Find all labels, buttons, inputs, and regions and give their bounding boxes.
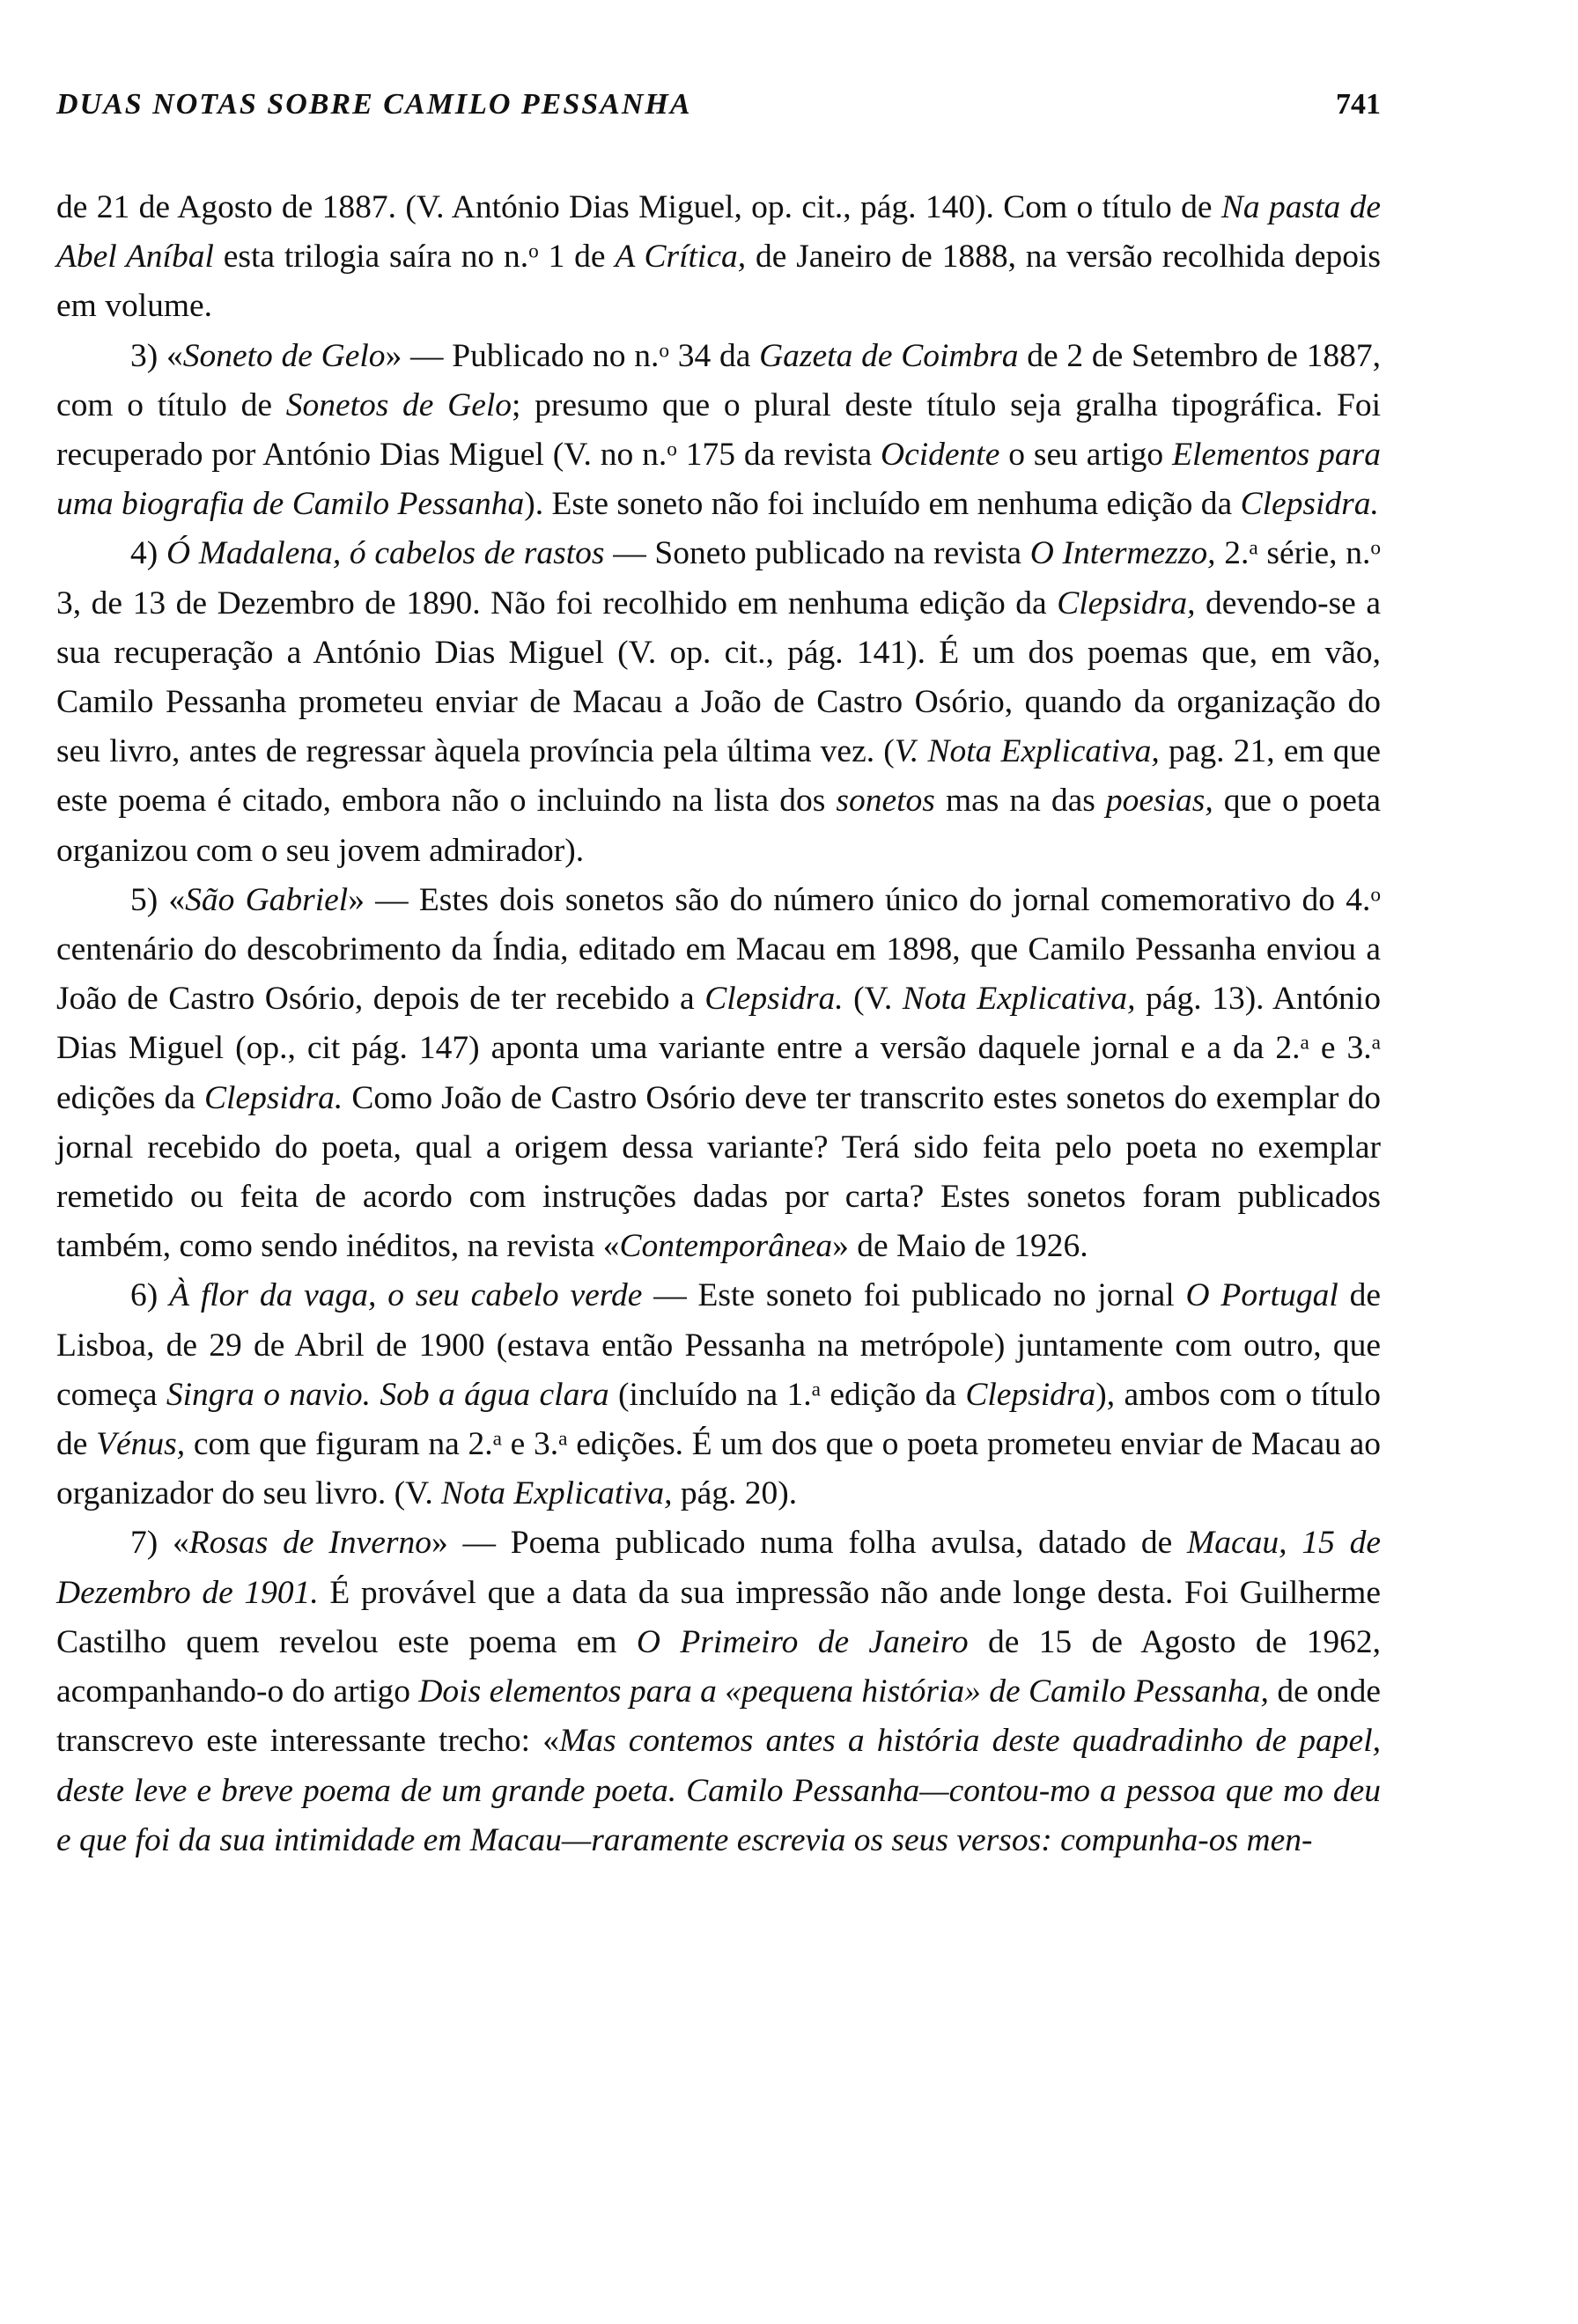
italic-text: Nota Explicativa, (902, 981, 1136, 1018)
italic-text: O Intermezzo, (1029, 535, 1216, 572)
italic-text: A Crítica, (615, 239, 747, 276)
text-run: devendo-se a sua recuperação a António Dias Miguel (V. op. cit., pág. 141). É um dos poemas que, em vão, Camilo Pessanha prometeu enviar de Macau a João de Castro Osório, quando da organização do seu livro, antes de regressar àquela província pela última vez. ( (56, 585, 1381, 770)
running-head (56, 88, 1381, 141)
text-run: — Este soneto foi publicado no jornal (642, 1277, 1186, 1314)
italic-text: À flor da vaga, o seu cabelo verde (169, 1277, 643, 1314)
italic-text: Rosas de Inverno (188, 1525, 431, 1562)
italic-text: Contemporânea (619, 1228, 833, 1265)
text-run: de Janeiro de 1888, na versão recolhida depois em volume. (56, 239, 1381, 325)
italic-text: Clepsidra (965, 1376, 1096, 1413)
text-run: de 21 de Agosto de 1887. (V. António Dias Miguel, op. cit., pág. 140). Com o título de (56, 189, 1221, 225)
page-number: 741 (1336, 88, 1381, 121)
text-run: pag. 21, em que este poema é citado, embora não o incluindo na lista dos (56, 733, 1381, 820)
italic-text: Ó Madalena, ó cabelos de rastos (166, 535, 605, 572)
text-run: com que figuram na 2.$^a$ e 3.$^a$ edições. É um dos que o poeta prometeu enviar de Macau ao organizador do seu livro. (V. (56, 1426, 1381, 1512)
italic-text: Clepsidra. (1240, 486, 1379, 523)
text-run: ). Este soneto não foi incluído em nenhuma edição da (524, 486, 1241, 523)
text-run: de onde transcrevo este interessante trecho: « (56, 1673, 1381, 1760)
italic-text: O Primeiro de Janeiro (636, 1623, 969, 1660)
text-run: — Soneto publicado na revista (604, 535, 1030, 572)
text-run: de 15 de Agosto de 1962, acompanhando-o do artigo (56, 1623, 1381, 1710)
italic-text: Elementos para uma biografia de Camilo Pessanha (56, 437, 1381, 523)
body-text (56, 183, 1381, 1865)
italic-text: sonetos (836, 783, 935, 820)
italic-text: Gazeta de Coimbra (759, 337, 1019, 374)
text-run: de Lisboa, de 29 de Abril de 1900 (estava então Pessanha na metrópole) juntamente com outro, que começa (56, 1277, 1381, 1413)
italic-text: Ocidente (881, 437, 1000, 474)
italic-text: Clepsidra, (1057, 585, 1196, 621)
italic-text: Clepsidra. (704, 981, 844, 1018)
italic-text: Dois elementos para a «pequena história» de Camilo Pessanha, (418, 1673, 1269, 1710)
text-run: de 2 de Setembro de 1887, com o título de (56, 337, 1381, 423)
italic-text: Singra o navio. Sob a água clara (166, 1376, 609, 1413)
italic-text: Na pasta de Abel Aníbal (56, 189, 1382, 276)
text-run: 2.$^a$ série, n.$^o$ 3, de 13 de Dezembro de 1890. Não foi recolhido em nenhuma edição da (56, 535, 1382, 621)
italic-text: São Gabriel (185, 881, 349, 918)
paragraph-continuation (56, 183, 1381, 332)
paragraph-item-6 (56, 1271, 1381, 1519)
italic-text: Vénus, (96, 1426, 186, 1463)
text-run: » — Estes dois sonetos são do número único do jornal comemorativo do 4.$^o$ centenário do descobrimento da Índia, editado em Macau em 1898, que Camilo Pessanha enviou a João de Castro Osório, depois de ter recebido a (56, 881, 1381, 1018)
document-page (56, 88, 1381, 2289)
text-run: ), ambos com o título de (56, 1376, 1381, 1463)
text-run: » — Publicado no n.$^o$ 34 da (385, 337, 760, 374)
italic-text: Nota Explicativa, (441, 1475, 673, 1512)
italic-text: Macau, 15 de Dezembro de 1901. (56, 1525, 1382, 1611)
italic-text: Soneto de Gelo (182, 337, 386, 374)
text-run: ; presumo que o plural deste título seja gralha tipográfica. Foi recuperado por António Dias Miguel (V. no n.$^o$ 175 da revista (56, 386, 1381, 474)
text-run: É provável que a data da sua impressão não ande longe desta. Foi Guilherme Castilho quem revelou este poema em (56, 1574, 1381, 1660)
text-run: que o poeta organizou com o seu jovem admirador). (56, 783, 1381, 869)
text-run: (incluído na 1.$^a$ edição da (608, 1376, 966, 1413)
text-run: 6) (130, 1277, 170, 1314)
italic-text: Clepsidra. (204, 1079, 343, 1116)
text-run: Como João de Castro Osório deve ter transcrito estes sonetos do exemplar do jornal recebido do poeta, qual a origem dessa variante? Terá sido feita pelo poeta no exemplar remetido ou feita de acordo com instruções dadas por carta? Estes sonetos foram publicados também, como sendo inéditos, na revista « (56, 1079, 1381, 1265)
text-run: mas na das (934, 783, 1106, 820)
text-run: pág. 13). António Dias Miguel (op., cit pág. 147) aponta uma variante entre a versão daquele jornal e a da 2.$^a$ e 3.$^a$ edições da (56, 981, 1381, 1116)
running-title: DUAS NOTAS SOBRE CAMILO PESSANHA (56, 88, 692, 121)
paragraph-item-3 (56, 332, 1381, 530)
italic-text: Mas contemos antes a história deste quadradinho de papel, deste leve e breve poema de um grande poeta. Camilo Pessanha—contou-mo a pessoa que mo deu e que foi da sua intimidade em Macau—raramente escrevia os seus versos: compunha-os men- (56, 1723, 1381, 1858)
text-run: 7) « (130, 1525, 189, 1562)
italic-text: Sonetos de Gelo (285, 386, 512, 423)
text-run: 4) (130, 535, 166, 572)
italic-text: O Portugal (1185, 1277, 1338, 1314)
italic-text: poesias, (1105, 783, 1213, 820)
text-run: 3) « (130, 337, 183, 374)
paragraph-item-5 (56, 876, 1381, 1272)
text-run: » de Maio de 1926. (832, 1228, 1088, 1265)
text-run: esta trilogia saíra no n.$^o$ 1 de (213, 239, 616, 276)
text-run: (V. (843, 981, 903, 1018)
paragraph-item-7 (56, 1519, 1381, 1864)
paragraph-item-4 (56, 529, 1381, 875)
italic-text: V. Nota Explicativa, (894, 733, 1160, 770)
text-run: » — Poema publicado numa folha avulsa, datado de (431, 1525, 1188, 1562)
text-run: pág. 20). (672, 1475, 798, 1512)
text-run: o seu artigo (999, 437, 1173, 474)
text-run: 5) « (130, 881, 186, 918)
